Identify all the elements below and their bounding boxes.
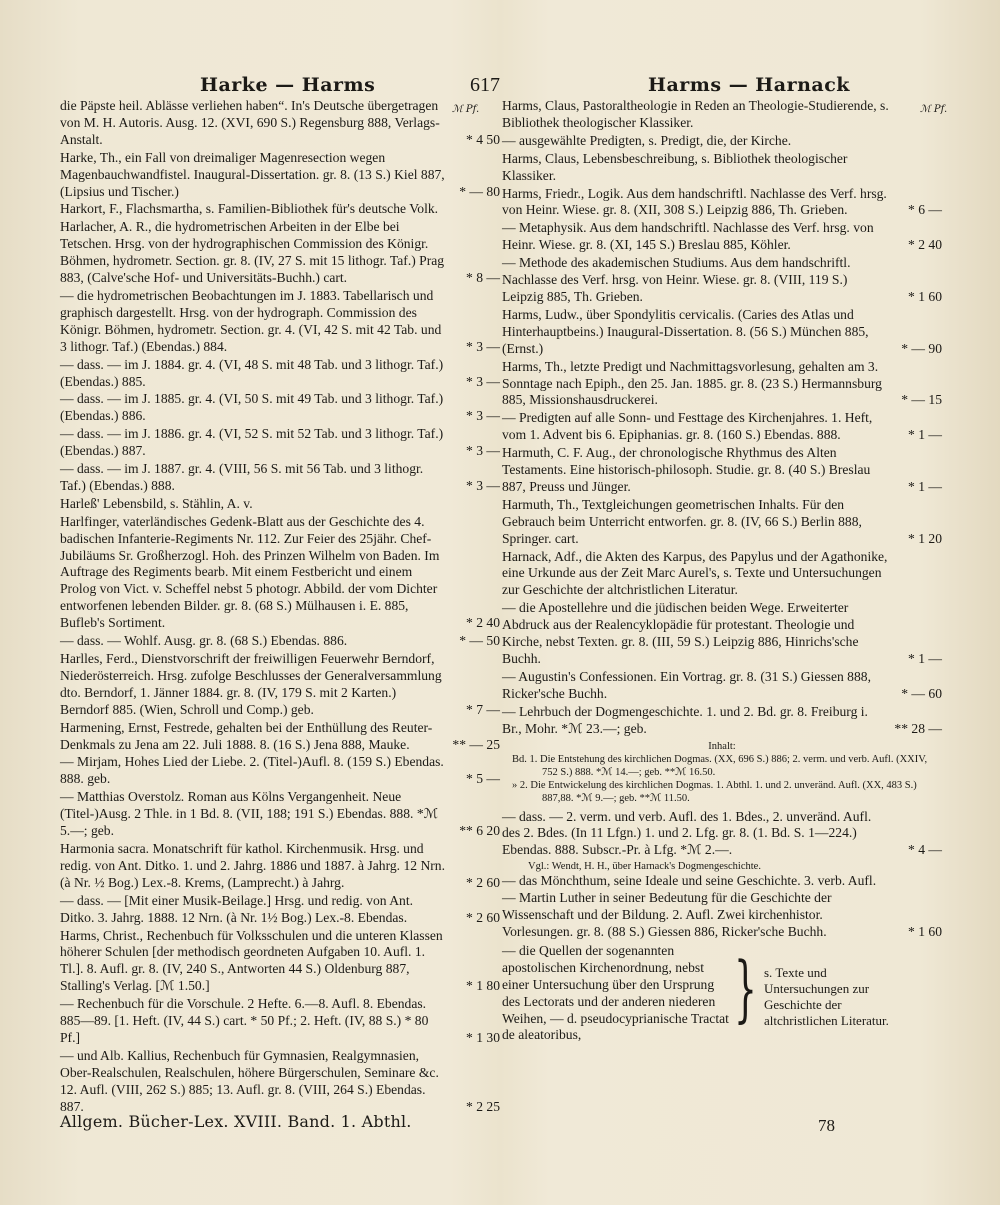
entry-text: die Päpste heil. Ablässe verliehen haben“. In's Deutsche übergetragen von M. H. Autoris. Ausg. 12. (XVI, 690 S.) Regensburg 888, Verlags-Anstalt. [60,98,440,147]
entry-text: Harms, Th., letzte Predigt und Nachmittagsvorlesung, gehalten am 3. Sonntage nach Epiph., den 25. Jan. 1885. gr. 8. (23 S.) Hermannsburg 885, Missionshausdruckerei. [502,358,882,408]
entry-text: Harnack, Adf., die Akten des Karpus, des Papylus und der Agathonike, eine Urkunde aus der Zeit Marc Aurel's, s. Texte und Untersuchungen zur Geschichte der altchristlichen Literatur. [502,548,888,598]
entry-price: * 1 — [908,427,942,443]
entry-text: — und Alb. Kallius, Rechenbuch für Gymnasien, Realgymnasien, Ober-Realschulen, Realschulen, höhere Bürgerschulen, Seminare &c. 12. Aufl. (VIII, 262 S.) 885; 13. Aufl. gr. 8. (VIII, 264 S.) Ebendas. 887. [60,1047,439,1114]
bibliography-entry [502,669,942,703]
currency-mark-right: ℳ Pf. [920,104,948,115]
bibliography-entry [502,704,942,738]
running-head-left: Harke — Harms [200,74,376,96]
entry-price: * 2 60 [466,874,500,890]
entry-text: Harlacher, A. R., die hydrometrischen Arbeiten in der Elbe bei Tetschen. Hrsg. von der hydrographischen Commission des Königr. Böhmen, hydrometr. Section. gr. 8. (IV, 27 S. mit 15 lithogr. Taf.) Prag 883, (Calve'sche Hof- und Universitäts-Buchh.) cart. [60,219,445,286]
entry-text: — das Mönchthum, seine Ideale und seine Geschichte. 3. verb. Aufl. — Martin Luther in seiner Bedeutung für die Geschichte der Wissenschaft und der Bildung. 2. Aufl. Zwei kirchenhistor. Vorlesungen. gr. 8. (88 S.) Giessen 886, Ricker'sche Buchh. [502,873,877,939]
entry-price: * 3 — [466,373,500,389]
entry-price: * — 60 [901,685,942,701]
cross-reference-note: Vgl.: Wendt, H. H., über Harnack's Dogmengeschichte. [528,861,761,873]
entry-text: Harmonia sacra. Monatschrift für kathol. Kirchenmusik. Hrsg. und redig. von Ant. Ditko. 1. und 2. Jahrg. 1886 und 1887. à Jahrg. 12 Nrn. (à Nr. ½ Bog.) Lex.-8. Krems, (Lamprecht.) à Jahrg. [60,840,446,890]
bibliography-entry [502,809,942,860]
entry-price: * 5 — [466,771,500,787]
entry-text: Harmuth, C. F. Aug., der chronologische Rhythmus des Alten Testaments. Eine historisch-philosoph. Studie. gr. 8. (40 S.) Breslau 887, Preuss und Jünger. [502,445,871,494]
entry-price: * 3 — [466,338,500,354]
entry-text: — dass. — 2. verm. und verb. Aufl. des 1. Bdes., 2. unveränd. Aufl. des 2. Bdes. (In 11 Lfgn.) 1. und 2. Lfg. gr. 8. (1. Bd. S. 1—224.) Ebendas. 888. Subscr.-Pr. à Lfg. *ℳ 2.—. [502,808,872,858]
right-entries-3 [502,873,942,941]
entry-text: Harmening, Ernst, Festrede, gehalten bei der Enthüllung des Reuter-Denkmals zu Jena am 22. Juli 1888. 8. (16 S.) Jena 888, Mauke. [60,719,433,752]
bibliography-entry [502,497,942,548]
entry-price: * 1 — [908,651,942,666]
bibliography-entry [60,789,500,840]
entry-price: * 1 — [908,478,942,494]
entry-price: * 3 — [466,408,500,424]
bibliography-entry [60,928,500,996]
entry-price: * 2 40 [908,237,942,253]
bibliography-entry [60,754,500,788]
bibliography-entry [502,98,942,132]
entry-text: Harlles, Ferd., Dienstvorschrift der freiwilligen Feuerwehr Berndorf, Niederösterreich. Hrsg. zufolge Beschlusses der Generalversammlung dto. Berndorf, 1. Jänner 1884. gr. 8. (IV, 179 S. mit 2 Karten.) Berndorf 885. (Wien, Schroll und Comp.) geb. [60,651,442,717]
entry-price: * 6 — [908,202,942,218]
entry-text: — dass. — [Mit einer Musik-Beilage.] Hrsg. und redig. von Ant. Ditko. 3. Jahrg. 1888. 12 Nrn. (à Nr. 1½ Bog.) Lex.-8. Ebendas. [60,892,414,925]
entry-text: — Metaphysik. Aus dem handschriftl. Nachlasse des Verf. hrsg. von Heinr. Wiese. gr. 8. (XI, 145 S.) Breslau 885, Köhler. [502,220,874,253]
entry-price: * 4 50 [466,131,500,147]
bibliography-entry [60,633,500,650]
bibliography-entry [502,549,942,600]
entry-price: * 2 60 [466,909,500,925]
entry-price: * — 90 [901,340,942,356]
entry-price: ** 6 20 [459,823,500,839]
bibliography-entry [60,219,500,287]
brace-group-entries: — die Quellen der sogenannten apostolischen Kirchenordnung, nebst einer Untersuchung über den Ursprung des Lectorats und der anderen niederen Weihen, — d. pseudocyprianische Tractat de aleatoribus, [502,942,729,1043]
entry-text: — Predigten auf alle Sonn- und Festtage des Kirchenjahres. 1. Heft, vom 1. Advent bis 6. Epiphanias. gr. 8. (160 S.) Ebendas. 888. [502,410,873,443]
bibliography-entry [60,893,500,927]
entry-text: — dass. — im J. 1886. gr. 4. (VI, 52 S. mit 52 Tab. und 3 lithogr. Taf.) (Ebendas.) 887. [60,426,444,459]
entry-price: * 8 — [466,270,500,286]
entry-text: — die Apostellehre und die jüdischen beiden Wege. Erweiterter Abdruck aus der Realencyklopädie für protestant. Theologie und Kirche, nebst Texten. gr. 8. (III, 59 S.) Leipzig 886, Hinrichs'sche Buchh. [502,600,859,666]
entry-text: — dass. — im J. 1884. gr. 4. (VI, 48 S. mit 48 Tab. und 3 lithogr. Taf.) (Ebendas.) 885. [60,356,444,389]
bibliography-entry [60,841,500,892]
bibliography-entry [60,357,500,391]
brace-group [502,943,942,1041]
bibliography-entry [502,410,942,444]
footer-signature: Allgem. Bücher-Lex. XVIII. Band. 1. Abthl. [60,1112,412,1131]
bibliography-entry [502,255,942,306]
brace-group-reference: s. Texte und Untersuchungen zur Geschichte der altchristlichen Literatur. [764,964,889,1028]
bibliography-entry [60,150,500,201]
contents-volume: » 2. Die Entwickelung des kirchlichen Dogmas. 1. Abthl. 1. und 2. unveränd. Aufl. (XX, 483 S.) 887,88. *ℳ 9.—; geb. **ℳ 11.50. [512,779,917,804]
entry-price: * 1 80 [466,978,500,994]
entry-price: ** 28 — [894,720,942,736]
entry-text: Harms, Claus, Lebensbeschreibung, s. Bibliothek theologischer Klassiker. [502,150,848,183]
bibliography-entry [60,996,500,1047]
running-head-right: Harms — Harnack [648,74,850,96]
entry-price: * 1 60 [908,288,942,304]
curly-brace-icon: } [734,945,757,1030]
entry-price: * — 15 [901,392,942,408]
entry-text: — Methode des akademischen Studiums. Aus dem handschriftl. Nachlasse des Verf. hrsg. von Heinr. Wiese. gr. 8. (VIII, 119 S.) Leipzig 885, Th. Grieben. [502,255,851,304]
entry-price: * 3 — [466,477,500,493]
bibliography-entry [502,186,942,220]
bibliography-entry [502,359,942,410]
contents-volume: Bd. 1. Die Entstehung des kirchlichen Dogmas. (XX, 696 S.) 886; 2. verm. und verb. Aufl. (XXIV, 752 S.) 888. *ℳ 14.—; geb. **ℳ 16.50. [512,753,928,778]
entry-price: * 3 — [466,443,500,459]
entry-text: Harlfinger, vaterländisches Gedenk-Blatt aus der Geschichte des 4. badischen Infanterie-Regiments Nr. 112. Zur Feier des 25jähr. Chef-Jubiläums Sr. Großherzogl. Hoh. des Prinzen Wilhelm von Baden. Im Auftrage des Regiments bearb. Mit einem Festbericht und einem Prolog von Vict. v. Scheffel nebst 5 photogr. Abbild. der vom Dichter entworfenen lebenden Bilder. gr. 8. (68 S.) Mülhausen i. E. 885, Bufleb's Sortiment. [60,513,440,631]
bibliography-entry [60,391,500,425]
entry-text: — dass. — Wohlf. Ausg. gr. 8. (68 S.) Ebendas. 886. [60,633,348,649]
entry-price: * 2 40 [466,615,500,631]
entry-text: Harke, Th., ein Fall von dreimaliger Magenresection wegen Magenbauchwandfistel. Inaugural-Dissertation. gr. 8. (13 S.) Kiel 887, (Lipsius und Tischer.) [60,149,445,199]
entry-text: — Augustin's Confessionen. Ein Vortrag. gr. 8. (31 S.) Giessen 888, Ricker'sche Buchh. [502,668,871,701]
entry-price: * — 50 [459,633,500,649]
entry-text: Harms, Friedr., Logik. Aus dem handschriftl. Nachlasse des Verf. hrsg. von Heinr. Wiese. gr. 8. (XII, 308 S.) Leipzig 886, Th. Grieben. [502,185,887,218]
entry-text: — die hydrometrischen Beobachtungen im J. 1883. Tabellarisch und graphisch dargestellt. Hrsg. von der hydrograph. Commission des Königr. Böhmen, hydrometr. Section. gr. 4. (VI, 42 S. mit 42 Tab. und 3 lithogr. Taf.) (Ebendas.) 884. [60,287,442,354]
bibliography-entry [60,201,500,218]
entry-text: Harleß' Lebensbild, s. Stählin, A. v. [60,495,253,511]
entry-price: * 2 25 [466,1098,500,1114]
entry-text: Harms, Ludw., über Spondylitis cervicalis. (Caries des Atlas und Hinterhauptbeins.) Inaugural-Dissertation. 8. (56 S.) München 885, (Ernst.) [502,306,869,356]
right-column [502,98,942,1041]
bibliography-entry [60,426,500,460]
page-number: 617 [470,74,500,96]
bibliography-entry [60,98,500,149]
entry-price: * 1 60 [908,923,942,939]
footer-sheet-number: 78 [818,1116,835,1135]
bibliography-entry [502,445,942,496]
entry-text: — ausgewählte Predigten, s. Predigt, die, der Kirche. [502,132,792,148]
entry-text: Harkort, F., Flachsmartha, s. Familien-Bibliothek für's deutsche Volk. [60,201,439,217]
entry-price: ** — 25 [452,736,500,752]
contents-note [502,740,942,805]
entry-price: * — 80 [459,183,500,199]
bibliography-entry [502,307,942,358]
bibliography-entry [60,720,500,754]
entry-text: — Matthias Overstolz. Roman aus Kölns Vergangenheit. Neue (Titel-)Ausg. 2 Thle. in 1 Bd. 8. (VII, 188; 191 S.) Ebendas. 888. *ℳ 5.—; geb. [60,789,439,839]
right-entries-2 [502,809,942,860]
bibliography-entry [502,151,942,185]
bibliography-entry [60,651,500,719]
bibliography-entry [502,220,942,254]
currency-mark-left: ℳ Pf. [452,104,480,115]
bibliography-entry [60,1048,500,1116]
entry-price: * 4 — [908,842,942,858]
entry-price: * 7 — [466,701,500,717]
entry-text: — Lehrbuch der Dogmengeschichte. 1. und 2. Bd. gr. 8. Freiburg i. Br., Mohr. *ℳ 23.—; geb. [502,703,868,736]
entry-text: — dass. — im J. 1885. gr. 4. (VI, 50 S. mit 49 Tab. und 3 lithogr. Taf.) (Ebendas.) 886. [60,391,444,424]
bibliography-entry [60,514,500,632]
left-column [60,98,500,1116]
bibliography-entry [502,873,942,941]
entry-price: * 1 30 [466,1029,500,1045]
entry-price: * 1 20 [908,530,942,546]
entry-text: Harms, Christ., Rechenbuch für Volksschulen und die unteren Klassen höherer Schulen [der methodisch geordneten Aufgaben 10. Aufl. 1. Tl.]. 8. Aufl. gr. 8. (IV, 240 S., Antworten 44 S.) Oldenburg 887, Stalling's Verlag. [ℳ 1.50.] [60,927,443,994]
entry-text: — Rechenbuch für die Vorschule. 2 Hefte. 6.—8. Aufl. 8. Ebendas. 885—89. [1. Heft. (IV, 44 S.) cart. * 50 Pf.; 2. Heft. (IV, 88 S.) * 80 Pf.] [60,996,429,1045]
bibliography-entry [60,288,500,356]
bibliography-entry [502,133,942,150]
entry-text: — dass. — im J. 1887. gr. 4. (VIII, 56 S. mit 56 Tab. und 3 lithogr. Taf.) (Ebendas.) 888. [60,461,424,493]
entry-text: Harmuth, Th., Textgleichungen geometrischen Inhalts. Für den Gebrauch beim Unterricht entworfen. gr. 8. (IV, 66 S.) Berlin 888, Springer. cart. [502,496,862,546]
bibliography-entry [502,600,942,668]
entry-text: — Mirjam, Hohes Lied der Liebe. 2. (Titel-)Aufl. 8. (159 S.) Ebendas. 888. geb. [60,754,444,787]
right-entries [502,98,942,738]
entry-text: Harms, Claus, Pastoraltheologie in Reden an Theologie-Studierende, s. Bibliothek theologischer Klassiker. [502,98,889,130]
bibliography-entry [60,496,500,513]
contents-title: Inhalt: [708,740,736,752]
bibliography-entry [60,461,500,495]
